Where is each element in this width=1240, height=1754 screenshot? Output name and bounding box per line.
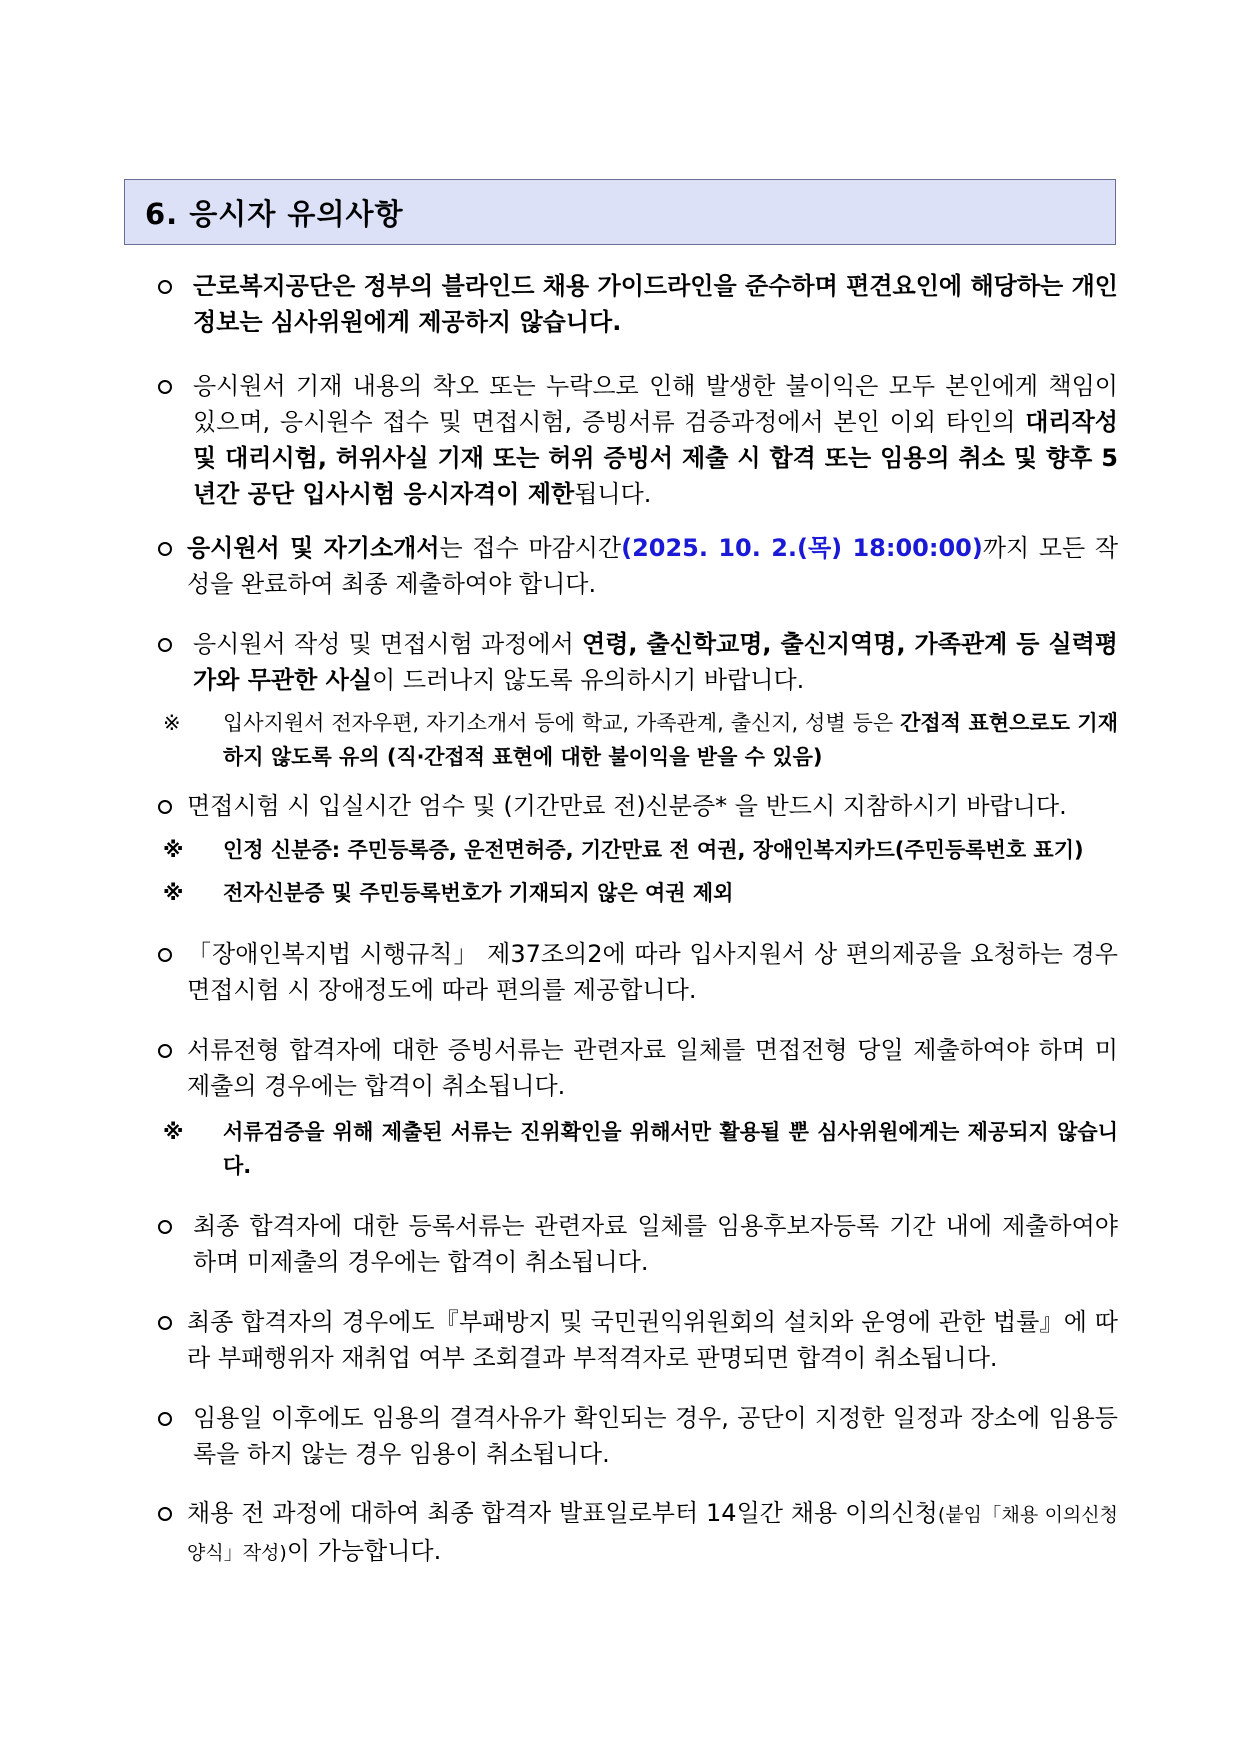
- notice-text: 근로복지공단은 정부의 블라인드 채용 가이드라인을 준수하며 편견요인에 해당하는 개인정보는 심사위원에게 제공하지 않습니다.: [193, 272, 1118, 336]
- remark-text: 전자신분증 및 주민등록번호가 기재되지 않은 여권 제외: [223, 881, 734, 905]
- notice-emphasis: 응시원서 및 자기소개서: [187, 534, 440, 562]
- notice-item-4: [193, 626, 1118, 698]
- notice-item-5: [187, 788, 1118, 824]
- reference-mark: ※: [163, 881, 184, 905]
- notice-text: 응시원서 작성 및 면접시험 과정에서: [193, 630, 583, 658]
- notice-text: 됩니다.: [574, 480, 652, 508]
- remark-text: 서류검증을 위해 제출된 서류는 진위확인을 위해서만 활용될 뿐 심사위원에게는 제공되지 않습니다.: [223, 1120, 1118, 1178]
- bullet-icon: [158, 1220, 172, 1234]
- section-title: 6. 응시자 유의사항: [124, 179, 1116, 245]
- notice-text: 최종 합격자의 경우에도『부패방지 및 국민권익위원회의 설치와 운영에 관한 법률』에 따라 부패행위자 재취업 여부 조회결과 부적격자로 판명되면 합격이 취소됩니다.: [187, 1308, 1118, 1372]
- notice-text: 까지 모든 작성을 완료하여 최종 제출하여야 합니다.: [187, 534, 1119, 598]
- bullet-icon: [158, 380, 172, 394]
- notice-item-11: [187, 1495, 1118, 1571]
- remark-emphasis: 간접적 표현으로도 기재하지 않도록 유의 (직‧간접적 표현에 대한 불이익을 받을 수 있음): [223, 711, 1119, 769]
- notice-text: 임용일 이후에도 임용의 결격사유가 확인되는 경우, 공단이 지정한 일정과 장소에 임용등록을 하지 않는 경우 임용이 취소됩니다.: [193, 1404, 1118, 1468]
- notice-4-remark: [163, 706, 1119, 774]
- remark-text: 인정 신분증: 주민등록증, 운전면허증, 기간만료 전 여권, 장애인복지카드(주민등록번호 표기): [223, 838, 1084, 862]
- bullet-icon: [158, 1044, 172, 1058]
- notice-text: 「장애인복지법 시행규칙」 제37조의2에 따라 입사지원서 상 편의제공을 요청하는 경우 면접시험 시 장애정도에 따라 편의를 제공합니다.: [187, 940, 1118, 1004]
- reference-mark: ※: [163, 711, 181, 735]
- notice-text: 이 드러나지 않도록 유의하시기 바랍니다.: [372, 666, 805, 694]
- notice-item-10: [193, 1400, 1118, 1472]
- notice-text: 서류전형 합격자에 대한 증빙서류는 관련자료 일체를 면접전형 당일 제출하여야 하며 미제출의 경우에는 합격이 취소됩니다.: [187, 1036, 1118, 1100]
- notice-item-2: [193, 368, 1118, 512]
- reference-mark: ※: [163, 1120, 184, 1144]
- notice-item-8: [193, 1208, 1118, 1280]
- notice-text: 면접시험 시 입실시간 엄수 및 (기간만료 전)신분증* 을 반드시 지참하시기 바랍니다.: [187, 792, 1067, 820]
- notice-text: 채용 전 과정에 대하여 최종 합격자 발표일로부터 14일간 채용 이의신청: [187, 1499, 938, 1527]
- notice-5-remark-a: [163, 833, 1118, 867]
- notice-item-3: [187, 530, 1118, 602]
- bullet-icon: [158, 542, 172, 556]
- notice-text: 는 접수 마감시간: [439, 534, 622, 562]
- notice-emphasis: 대리작성 및 대리시험, 허위사실 기재 또는 허위 증빙서 제출 시 합격 또는 임용의 취소 및 향후 5년간 공단 입사시험 응시자격이 제한: [193, 408, 1118, 508]
- notice-text: 응시원서 기재 내용의 착오 또는 누락으로 인해 발생한 불이익은 모두 본인에게 책임이 있으며, 응시원수 접수 및 면접시험, 증빙서류 검증과정에서 본인 이외 타인의: [193, 372, 1118, 436]
- notice-text: 최종 합격자에 대한 등록서류는 관련자료 일체를 임용후보자등록 기간 내에 제출하여야 하며 미제출의 경우에는 합격이 취소됩니다.: [193, 1212, 1118, 1276]
- notice-parenthetical: (붙임「채용 이의신청 양식」작성): [187, 1504, 1118, 1564]
- bullet-icon: [158, 638, 172, 652]
- bullet-icon: [158, 1412, 172, 1426]
- notice-text: 이 가능합니다.: [286, 1537, 442, 1565]
- bullet-icon: [158, 1507, 172, 1521]
- reference-mark: ※: [163, 838, 184, 862]
- notice-item-1: [193, 268, 1118, 340]
- notice-5-remark-b: [163, 876, 1118, 910]
- remark-text: 입사지원서 전자우편, 자기소개서 등에 학교, 가족관계, 출신지, 성별 등은: [223, 711, 901, 735]
- bullet-icon: [158, 800, 172, 814]
- notice-7-remark: [163, 1115, 1118, 1183]
- bullet-icon: [158, 1316, 172, 1330]
- deadline-datetime: (2025. 10. 2.(목) 18:00:00): [621, 534, 983, 562]
- bullet-icon: [158, 280, 172, 294]
- notice-item-6: [187, 936, 1118, 1008]
- notice-item-9: [187, 1304, 1118, 1376]
- notice-item-7: [187, 1032, 1118, 1104]
- bullet-icon: [158, 948, 172, 962]
- notice-emphasis: 연령, 출신학교명, 출신지역명, 가족관계 등 실력평가와 무관한 사실: [193, 630, 1118, 694]
